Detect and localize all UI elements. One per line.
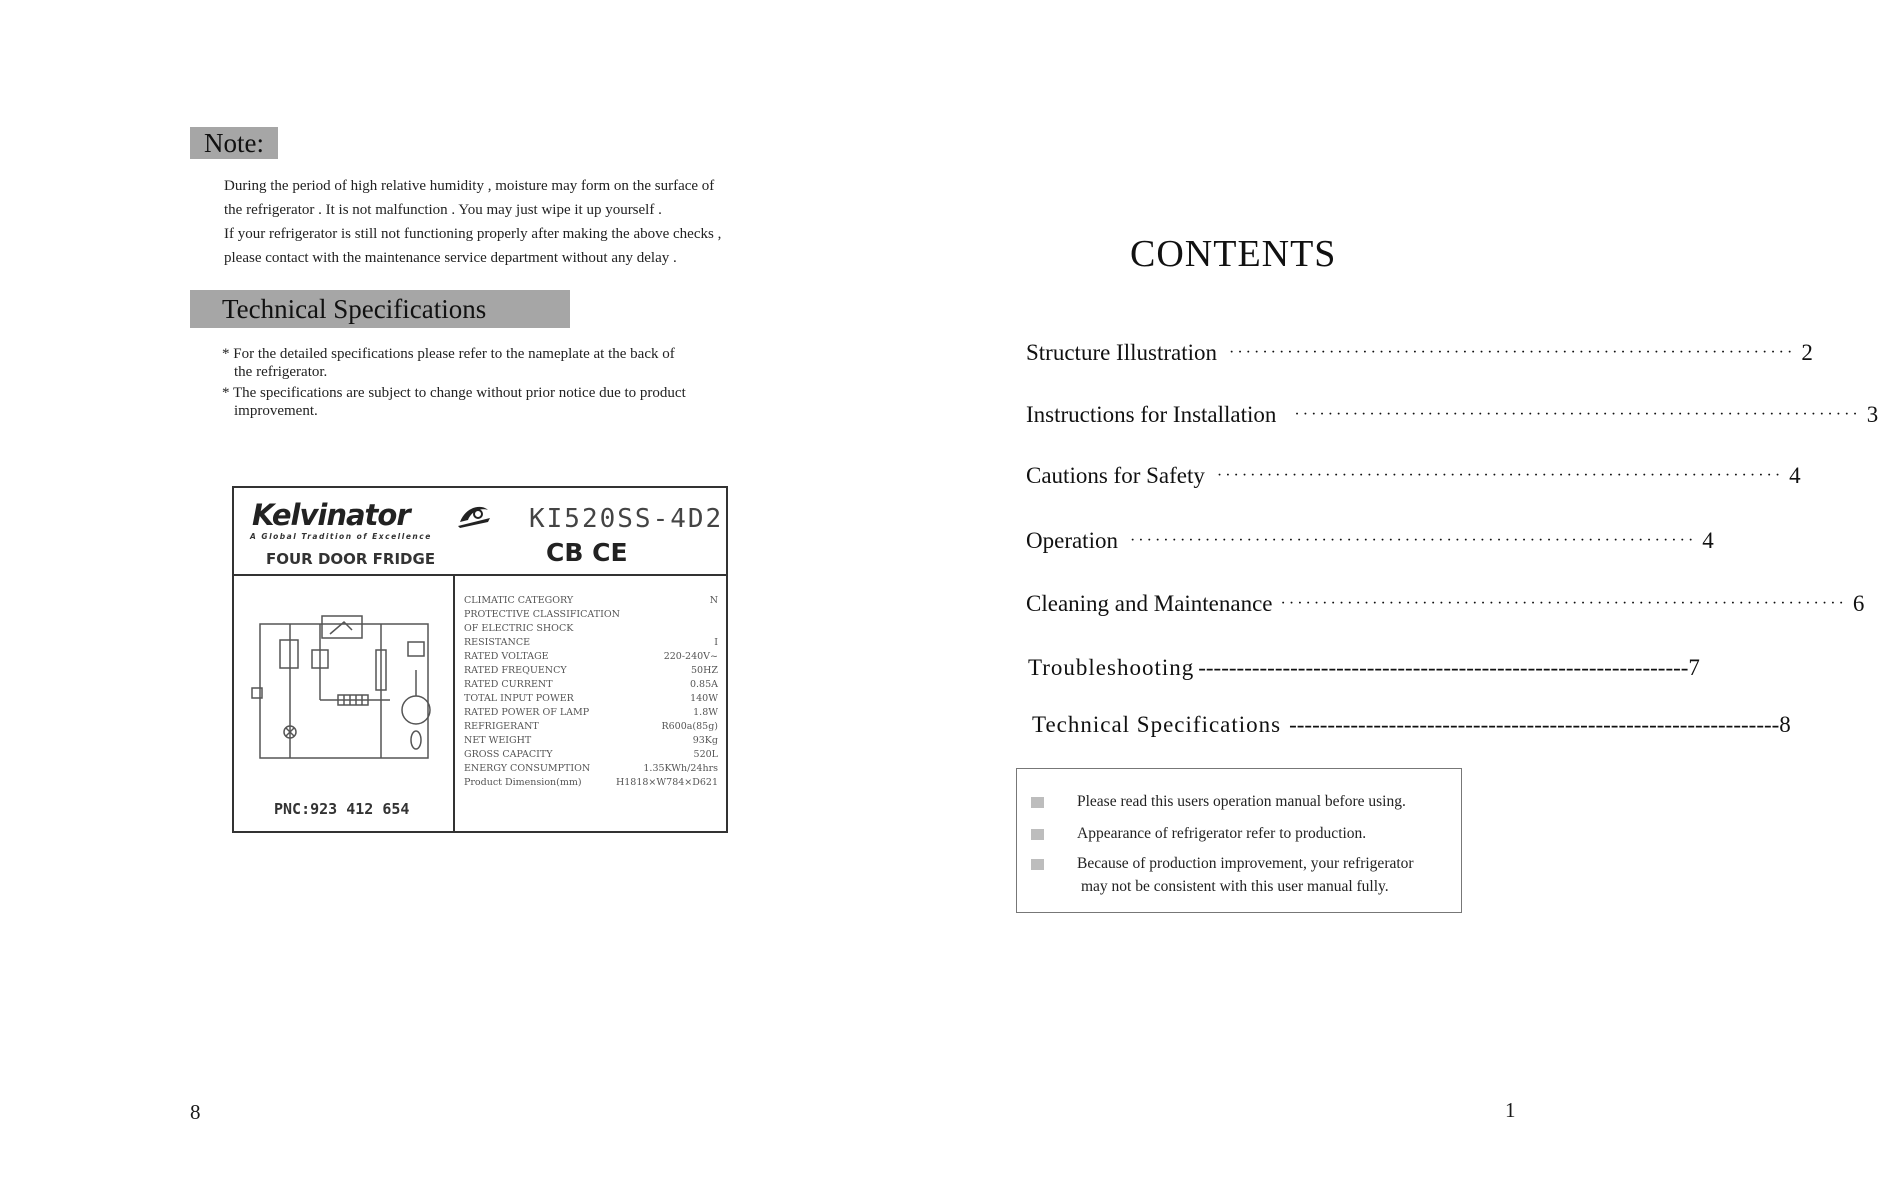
- spec-row: [464, 692, 718, 706]
- spec-value: 520L: [693, 749, 718, 760]
- spec-row: [464, 706, 718, 720]
- spec-value: 93Kg: [692, 735, 718, 746]
- notice-box: [1016, 768, 1462, 913]
- square-bullet-icon: [1031, 829, 1044, 840]
- spec-row: [464, 608, 718, 622]
- contents-title: CONTENTS: [1130, 233, 1337, 275]
- spec-label: NET WEIGHT: [464, 735, 532, 746]
- notice-text: may not be consistent with this user manual fully.: [1081, 878, 1389, 895]
- spec-row: [464, 734, 718, 748]
- spec-note-line: improvement.: [234, 403, 318, 419]
- page-number: 1: [1505, 1098, 1516, 1122]
- toc-page-number: 3: [1866, 402, 1878, 427]
- toc-entry[interactable]: [1026, 591, 1865, 617]
- toc-page-number: 2: [1801, 340, 1813, 365]
- brand-tagline: A Global Tradition of Excellence: [250, 532, 432, 541]
- nameplate-divider: [453, 574, 455, 831]
- toc-entry[interactable]: [1026, 528, 1714, 554]
- spec-row: [464, 762, 718, 776]
- toc-label: Instructions for Installation: [1026, 402, 1277, 427]
- spec-row: [464, 636, 718, 650]
- nameplate-header: [234, 488, 726, 576]
- toc-label: Troubleshooting: [1028, 655, 1195, 680]
- toc-label: Cautions for Safety: [1026, 463, 1205, 488]
- spec-label: Product Dimension(mm): [464, 777, 582, 788]
- spec-label: RATED POWER OF LAMP: [464, 707, 590, 718]
- brand-emblem-icon: [456, 500, 492, 530]
- notice-text: Please read this users operation manual before using.: [1077, 793, 1406, 810]
- toc-leader-dots: ····································································: [1129, 532, 1697, 549]
- spec-row: [464, 622, 718, 636]
- nameplate: [232, 486, 728, 833]
- toc-page-number: 8: [1779, 712, 1791, 737]
- toc-leader-dashes: ----------------------------------------------------------------: [1198, 655, 1689, 680]
- spec-label: RATED FREQUENCY: [464, 665, 567, 676]
- certification-marks: CB CE: [546, 538, 628, 567]
- toc-leader-dots: ····································································: [1229, 344, 1796, 361]
- spec-row: [464, 776, 718, 790]
- fridge-type: FOUR DOOR FRIDGE: [266, 550, 436, 568]
- spec-row: [464, 748, 718, 762]
- spec-label: RATED CURRENT: [464, 679, 553, 690]
- square-bullet-icon: [1031, 859, 1044, 870]
- square-bullet-icon: [1031, 797, 1044, 808]
- spec-note-line: the refrigerator.: [234, 364, 328, 380]
- toc-page-number: 4: [1789, 463, 1801, 488]
- toc-label: Technical Specifications: [1032, 712, 1282, 737]
- page-number: 8: [190, 1100, 201, 1124]
- toc-label: Structure Illustration: [1026, 340, 1217, 365]
- spec-value: 1.8W: [693, 707, 718, 718]
- spec-row: [464, 594, 718, 608]
- note-heading: Note:: [190, 127, 278, 159]
- spec-label: ENERGY CONSUMPTION: [464, 763, 591, 774]
- technical-specifications-heading: Technical Specifications: [190, 290, 570, 328]
- spec-row: [464, 720, 718, 734]
- spec-note-line: * For the detailed specifications please refer to the nameplate at the back of: [222, 346, 675, 362]
- toc-entry[interactable]: [1028, 655, 1700, 681]
- brand-logo-text: Kelvinator: [252, 498, 410, 532]
- note-line: If your refrigerator is still not functioning properly after making the above checks ,: [224, 226, 722, 242]
- spec-note-line: * The specifications are subject to change without prior notice due to product: [222, 385, 686, 401]
- toc-label: Cleaning and Maintenance: [1026, 591, 1273, 616]
- spec-row: [464, 650, 718, 664]
- spec-label: REFRIGERANT: [464, 721, 539, 732]
- spec-label: TOTAL INPUT POWER: [464, 693, 574, 704]
- toc-entry[interactable]: [1026, 463, 1801, 489]
- spec-value: H1818×W784×D621: [615, 777, 718, 788]
- notice-text: Because of production improvement, your refrigerator: [1077, 855, 1414, 872]
- toc-leader-dots: ····································································: [1280, 595, 1847, 612]
- toc-page-number: 6: [1852, 591, 1865, 616]
- toc-label: Operation: [1026, 528, 1118, 553]
- spec-label: RATED VOLTAGE: [464, 651, 549, 662]
- toc-entry[interactable]: [1026, 340, 1813, 366]
- spec-value: I: [714, 637, 718, 648]
- spec-value: 1.35KWh/24hrs: [643, 763, 718, 774]
- spec-label: GROSS CAPACITY: [464, 749, 553, 760]
- model-number: KI520SS-4D2: [529, 504, 724, 534]
- toc-leader-dots: ····································································: [1294, 406, 1861, 423]
- spec-value: 0.85A: [689, 679, 718, 690]
- toc-entry[interactable]: [1026, 402, 1878, 428]
- spec-value: 140W: [690, 693, 718, 704]
- spec-label: OF ELECTRIC SHOCK: [464, 623, 574, 634]
- spec-row: [464, 678, 718, 692]
- spec-value: 220-240V~: [663, 651, 718, 662]
- spec-label: CLIMATIC CATEGORY: [464, 595, 574, 606]
- nameplate-spec-table: [464, 594, 718, 790]
- toc-page-number: 7: [1688, 655, 1700, 680]
- spec-label: RESISTANCE: [464, 637, 531, 648]
- toc-leader-dashes: ----------------------------------------------------------------: [1289, 712, 1780, 737]
- notice-text: Appearance of refrigerator refer to production.: [1077, 825, 1367, 842]
- toc-leader-dots: ····································································: [1216, 467, 1784, 484]
- spec-label: PROTECTIVE CLASSIFICATION: [464, 609, 620, 620]
- spec-value: 50HZ: [691, 665, 718, 676]
- spec-value: N: [709, 595, 718, 606]
- pnc-number: PNC:923 412 654: [274, 800, 410, 818]
- spec-value: R600a(85g): [661, 721, 718, 732]
- spec-row: [464, 664, 718, 678]
- note-line: During the period of high relative humidity , moisture may form on the surface of: [224, 178, 715, 194]
- toc-page-number: 4: [1702, 528, 1714, 553]
- note-line: the refrigerator . It is not malfunction . You may just wipe it up yourself .: [224, 202, 662, 218]
- toc-entry[interactable]: [1032, 712, 1791, 738]
- wiring-diagram: [240, 580, 448, 780]
- note-line: please contact with the maintenance service department without any delay .: [224, 250, 677, 266]
